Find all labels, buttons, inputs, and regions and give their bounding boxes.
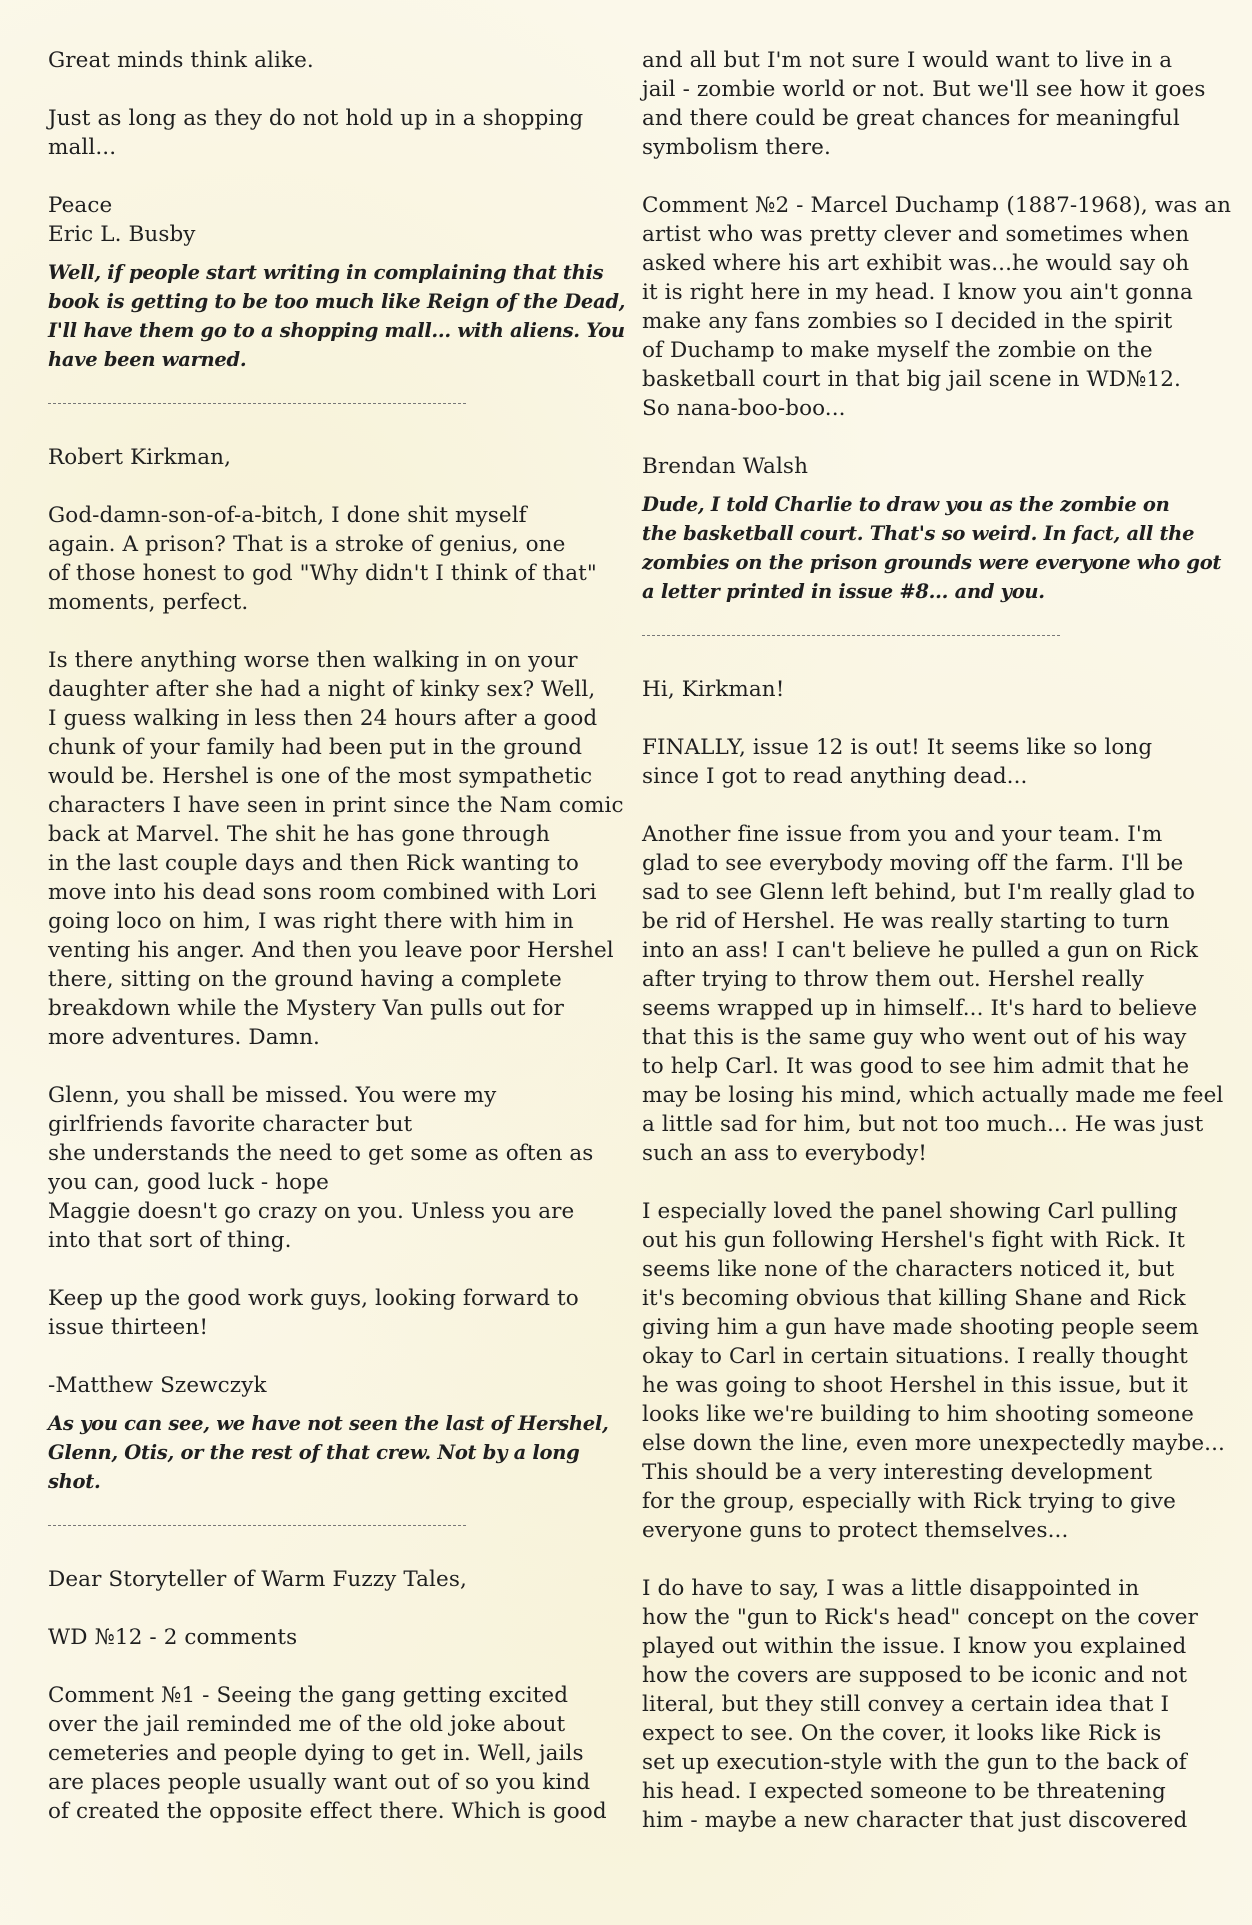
letter-text: Glenn, you shall be missed. You were my girlfriends favorite character but she understands the need to get some as often as you can, good luck - hope Maggie doesn't go crazy on you. Unless you are into that sort of thing.: [48, 1083, 594, 1253]
letter-text: Comment №2 - Marcel Duchamp (1887-1968), was an artist who was pretty clever and sometimes when asked where his art exhibit was...he would say oh it is right here in my head. I know you ain't gonna make any fans zombies so I decided in the spirit of Duchamp to make myself the zombie on the basketball court in that big jail scene in WD№12. So nana-boo-boo...: [642, 193, 1232, 421]
letter-text: WD №12 - 2 comments: [48, 1625, 298, 1650]
section-divider: [48, 1525, 466, 1527]
letter-text: God-damn-son-of-a-bitch, I done shit myself again. A prison? That is a stroke of genius, one of those honest to god "Why didn't I think of that" moments, perfect.: [48, 503, 597, 615]
letter-text: I do have to say, I was a little disappointed in how the "gun to Rick's head" concept on the cover played out within the issue. I know you explained how the covers are supposed to be iconic and not literal, but they still convey a certain idea that I expect to see. On the cover, it looks like Rick is set up execution-style with the gun to the back of his head. I expected someone to be threatening him - maybe a new character that just discovered: [642, 1576, 1198, 1833]
letter-salutation: Dear Storyteller of Warm Fuzzy Tales,: [48, 1567, 467, 1592]
right-column: [642, 46, 1232, 1864]
letter-text: Great minds think alike.: [48, 48, 314, 73]
letter-text: Just as long as they do not hold up in a shopping mall...: [48, 106, 584, 160]
editor-reply: Well, if people start writing in complaining that this book is getting to be too much like Reign of the Dead, I'll have them go to a shopping mall... with aliens. You have been warned.: [48, 261, 626, 371]
letter-text: FINALLY, issue 12 is out! It seems like so long since I got to read anything dead...: [642, 735, 1153, 789]
section-divider: [48, 403, 466, 405]
letter-text: Another fine issue from you and your team. I'm glad to see everybody moving off the farm. I'll be sad to see Glenn left behind, but I'm really glad to be rid of Hershel. He was really starting to turn into an ass! I can't believe he pulled a gun on Rick after trying to throw them out. Hershel really seems wrapped up in himself... It's hard to believe that this is the same guy who went out of his way to help Carl. It was good to see him admit that he may be losing his mind, which actually made me feel a little sad for him, but not too much... He was just such an ass to everybody!: [642, 822, 1224, 1166]
letter-signature: Brendan Walsh: [642, 454, 809, 479]
letter-signature: -Matthew Szewczyk: [48, 1373, 267, 1398]
letter-text: Keep up the good work guys, looking forward to issue thirteen!: [48, 1286, 579, 1340]
letter-text: Comment №1 - Seeing the gang getting excited over the jail reminded me of the old joke about cemeteries and people dying to get in. Well, jails are places people usually want out of so you kind of created the opposite effect there. Which is good: [48, 1683, 607, 1824]
editor-reply: As you can see, we have not seen the last of Hershel, Glenn, Otis, or the rest of that crew. Not by a long shot.: [48, 1412, 609, 1493]
letter-text: I especially loved the panel showing Carl pulling out his gun following Hershel's fight with Rick. It seems like none of the characters noticed it, but it's becoming obvious that killing Shane and Rick giving him a gun have made shooting people seem okay to Carl in certain situations. I really thought he was going to shoot Hershel in this issue, but it looks like we're building to him shooting someone else down the line, even more unexpectedly maybe... This should be a very interesting development for the group, especially with Rick trying to give everyone guns to protect themselves...: [642, 1199, 1225, 1543]
letter-text: and all but I'm not sure I would want to live in a jail - zombie world or not. But we'll see how it goes and there could be great chances for meaningful symbolism there.: [642, 48, 1206, 160]
section-divider: [642, 635, 1060, 637]
letter-salutation: Hi, Kirkman!: [642, 677, 785, 702]
editor-reply: Dude, I told Charlie to draw you as the zombie on the basketball court. That's so weird. In fact, all the zombies on the prison grounds were everyone who got a letter printed in issue #8... and you.: [642, 493, 1222, 603]
left-column: [48, 46, 638, 1855]
letter-text: Is there anything worse then walking in on your daughter after she had a night of kinky sex? Well, I guess walking in less then 24 hours after a good chunk of your family had been put in the ground would be. Hershel is one of the most sympathetic characters I have seen in print since the Nam comic back at Marvel. The shit he has gone through in the last couple days and then Rick wanting to move into his dead sons room combined with Lori going loco on him, I was right there with him in venting his anger. And then you leave poor Hershel there, sitting on the ground having a complete breakdown while the Mystery Van pulls out for more adventures. Damn.: [48, 648, 624, 1050]
letter-salutation: Robert Kirkman,: [48, 445, 232, 470]
letter-signature: Peace Eric L. Busby: [48, 193, 196, 247]
